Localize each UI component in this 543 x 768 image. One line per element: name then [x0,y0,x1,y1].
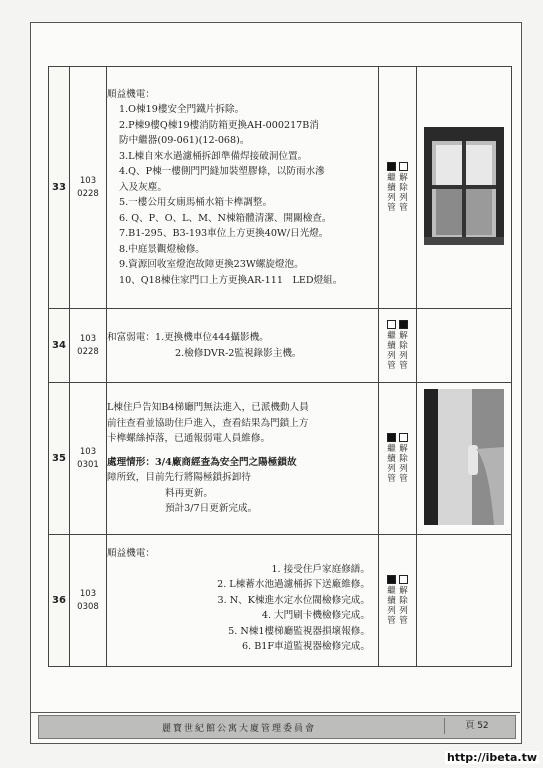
row-photo-empty [417,535,512,667]
release-tracking-label: 解 除 列 管 [399,444,408,484]
site-watermark[interactable]: http://ibeta.tw [446,751,537,764]
table-row [49,309,512,383]
row-content: 和富弱電：1.更換機車位444攝影機。 2.檢修DVR-2監視錄影主機。 [107,309,379,383]
row-date: 103 0228 [70,67,107,309]
release-tracking-label: 解 除 列 管 [399,331,408,371]
table-row [49,67,512,309]
row-status [379,67,417,309]
row-date: 103 0228 [70,309,107,383]
release-tracking-checkbox[interactable] [399,320,408,329]
continue-tracking-label: 繼 續 列 管 [387,331,396,371]
row-status [379,309,417,383]
table-row [49,383,512,535]
continue-tracking-label: 繼 續 列 管 [387,586,396,626]
page-footer [30,712,520,739]
row-number: 36 [49,535,70,667]
row-content: L棟住戶告知B4梯廳門無法進入，已派機動人員 前往查看並協助住戶進入，查看結果為門鎖上方 卡榫螺絲掉落，已通報弱電人員維修。 處理情形：3/4廠商經查為安全門之陽極鎖故 障所致，目前先行將陽極鎖拆卸待 料再更新。 預計3/7日更新完成。 [107,383,379,535]
window-door-photo [424,127,504,245]
release-tracking-label: 解 除 列 管 [399,586,408,626]
release-tracking-checkbox[interactable] [399,162,408,171]
continue-tracking-checkbox[interactable] [387,433,396,442]
continue-tracking-label: 繼 續 列 管 [387,444,396,484]
row-photo [417,67,512,309]
release-tracking-label: 解 除 列 管 [399,173,408,213]
table-row [49,535,512,667]
release-tracking-checkbox[interactable] [399,575,408,584]
row-status [379,535,417,667]
row-date: 103 0308 [70,535,107,667]
row-number: 34 [49,309,70,383]
row-content: 順益機電： 1.O棟19樓安全門鐵片拆除。 2.P棟9樓Q棟19樓消防箱更換AH-000217B消 防中繼器(09-061)(12-068)。 3.L棟自來水過濾桶拆卸準備焊接破洞位置。 4.Q、P棟一樓側門門縫加裝塑膠條，以防雨水滲 入及灰塵。 5.一樓公用女廁馬桶水箱卡榫調整。 6. Q、P、O、L、M、N棟箱體清潔、開關檢查。 7.B1-295、B3-193車位上方更換40W/日光燈。 8.中庭景觀燈檢修。 9.資源回收室燈泡故障更換23W螺旋燈泡。 10、Q18棟住家門口上方更換AR-111 LED燈組。 [107,67,379,309]
continue-tracking-label: 繼 續 列 管 [387,173,396,213]
row-date: 103 0301 [70,383,107,535]
committee-title: 麗寶世紀館公寓大廈管理委員會 [161,724,316,734]
page-number: 頁 52 [444,718,509,734]
continue-tracking-checkbox[interactable] [387,320,396,329]
row-photo [417,383,512,535]
row-number: 35 [49,383,70,535]
continue-tracking-checkbox[interactable] [387,575,396,584]
maintenance-log-table [48,66,512,667]
row-status [379,383,417,535]
footer-bar [38,715,516,739]
row-number: 33 [49,67,70,309]
continue-tracking-checkbox[interactable] [387,162,396,171]
row-photo-empty [417,309,512,383]
door-lock-photo [424,389,504,525]
row-content: 順益機電： 1. 接受住戶家庭修繕。 2. L棟蓄水池過濾桶拆下送廠維修。 3. N、K棟進水定水位閥檢修完成。 4. 大門刷卡機檢修完成。 5. N棟1樓梯廳監視器損壞報修。 6. B1F車道監視器檢修完成。 [107,535,379,667]
release-tracking-checkbox[interactable] [399,433,408,442]
